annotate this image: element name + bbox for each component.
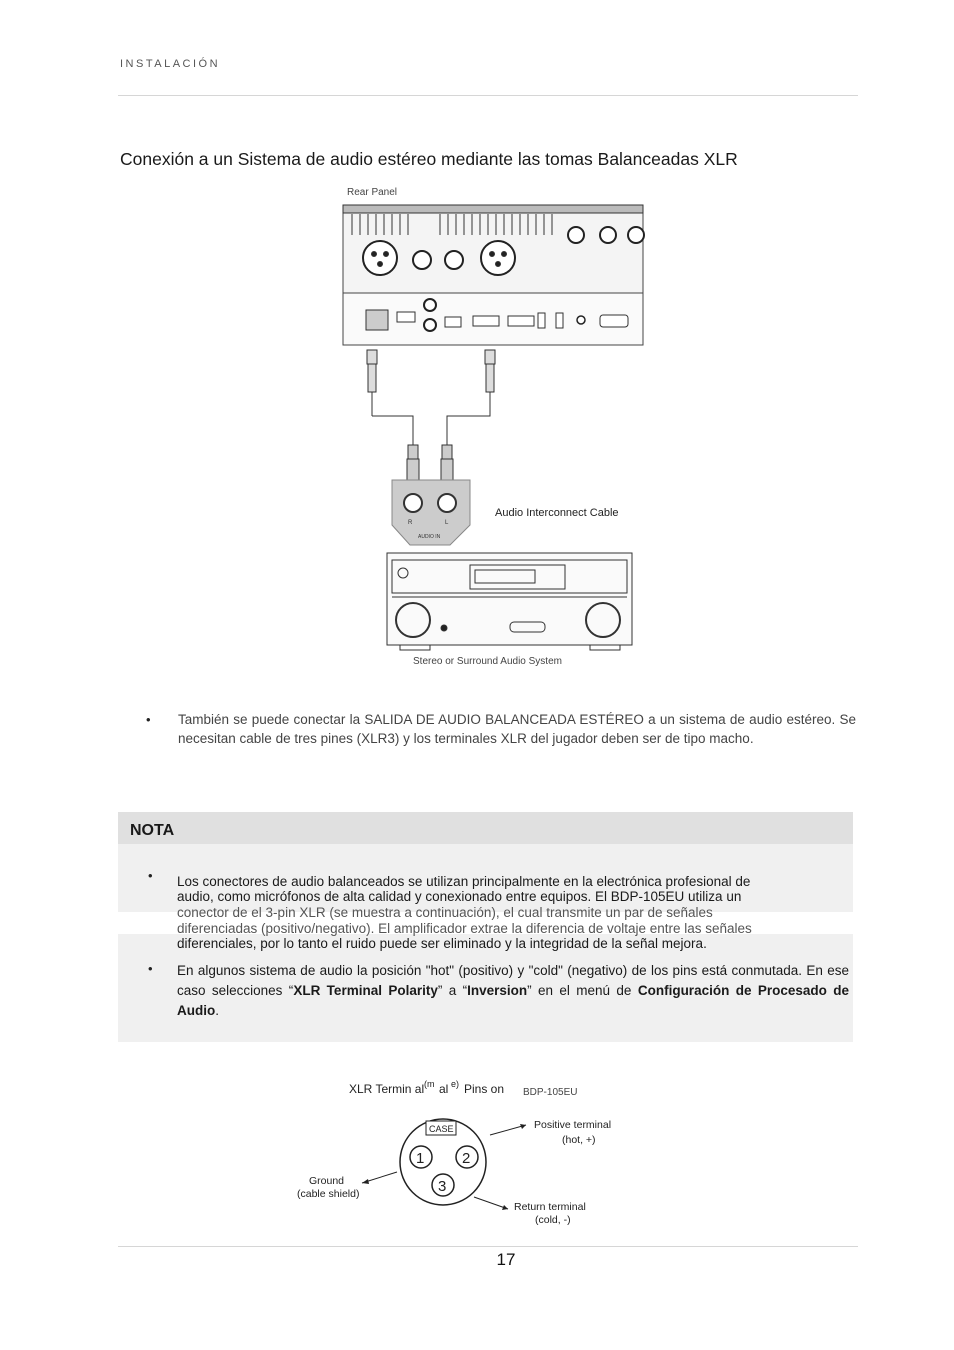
note-item2-text-a: En algunos sistema de audio la posición "hot" (positivo) y "cold" (negativo) de los pins está conmutada. En ese caso selecciones “ [177,963,849,998]
positive-label: Positive terminal [534,1119,612,1131]
section-header: INSTALACIÓN [120,58,221,70]
note-title: NOTA [130,822,175,839]
note-item1-line3: conector de el 3-pin XLR (se muestra a continuación), el cual transmite un par de señales [177,905,713,920]
pin-diagram-title-c: Pins on [464,1082,505,1096]
note-item1-line5: diferenciales, por lo tanto el ruido puede ser eliminado y la integridad de la señal mejora. [177,936,707,951]
channel-l-label: L [445,520,449,526]
note-item2-bold-menu: Configuración de Procesado de Audio [177,983,849,1018]
return-label: Return terminal [514,1201,586,1213]
note-bullet-2: • [148,961,153,976]
cable-label: Audio Interconnect Cable [495,507,619,519]
note-header-bar [118,812,853,844]
pin-diagram-model: BDP-105EU [523,1087,578,1098]
pin-1-label: 1 [416,1150,425,1167]
pin-diagram-title-a: XLR Termin al [349,1082,425,1096]
cable-left-channel [447,350,495,445]
channel-r-label: R [408,520,413,526]
return-sub: (cold, -) [535,1214,571,1226]
note-item1-line4: diferenciadas (positivo/negativo). El amplificador extrae la diferencia de voltaje entre las señales [177,921,752,936]
receiver-unit [387,553,632,650]
rear-panel-label: Rear Panel [347,187,398,198]
note-item2-bold-value: Inversion [467,983,528,998]
pin-diagram-title-e: e) [451,1079,460,1089]
cable-plugs [407,445,453,481]
note-item2 [177,961,849,1021]
pin-diagram-title-b: al [439,1082,449,1096]
footer-divider [118,1246,858,1247]
ground-label: Ground [309,1175,345,1187]
note-item2-text-b: ” a “ [437,983,468,998]
note-item1-line1: Los conectores de audio balanceados se utilizan principalmente en la electrónica profesional de [177,874,751,889]
note-item1-line2: audio, como micrófonos de alta calidad y conexionado entre equipos. El BDP-105EU utiliza un [177,889,742,904]
paragraph-bullet: • [146,712,151,727]
connection-diagram [280,180,680,675]
receiver-label: Stereo or Surround Audio System [413,656,562,667]
audio-in-label: AUDIO IN [418,534,441,540]
pin-2-label: 2 [462,1150,471,1167]
page-number: 17 [496,1250,516,1269]
pin-diagram-title-m: (m [424,1079,435,1089]
cable-right-channel [367,350,413,445]
note-item2-text-d: . [215,1003,220,1018]
note-bullet-1: • [148,868,153,883]
note-item2-text-c: ” en el menú de [527,983,638,998]
header-divider [118,95,858,96]
case-label: CASE [429,1124,454,1134]
body-paragraph: También se puede conectar la SALIDA DE AUDIO BALANCEADA ESTÉREO a un sistema de audio estéreo. Se necesitan cable de tres pines (XLR3) y los terminales XLR del jugador deben ser de tipo macho. [178,712,856,746]
pin-3-label: 3 [438,1178,447,1195]
page-title: Conexión a un Sistema de audio estéreo mediante las tomas Balanceadas XLR [120,149,738,169]
ground-sub: (cable shield) [297,1188,360,1200]
note-item2-bold-setting: XLR Terminal Polarity [293,983,438,998]
return-arrow [474,1197,508,1209]
ground-arrowhead [362,1179,369,1184]
xlr-pin-diagram [280,1075,660,1235]
player-rear-panel [343,205,644,345]
positive-sub: (hot, +) [562,1134,596,1146]
positive-arrow [490,1125,526,1135]
